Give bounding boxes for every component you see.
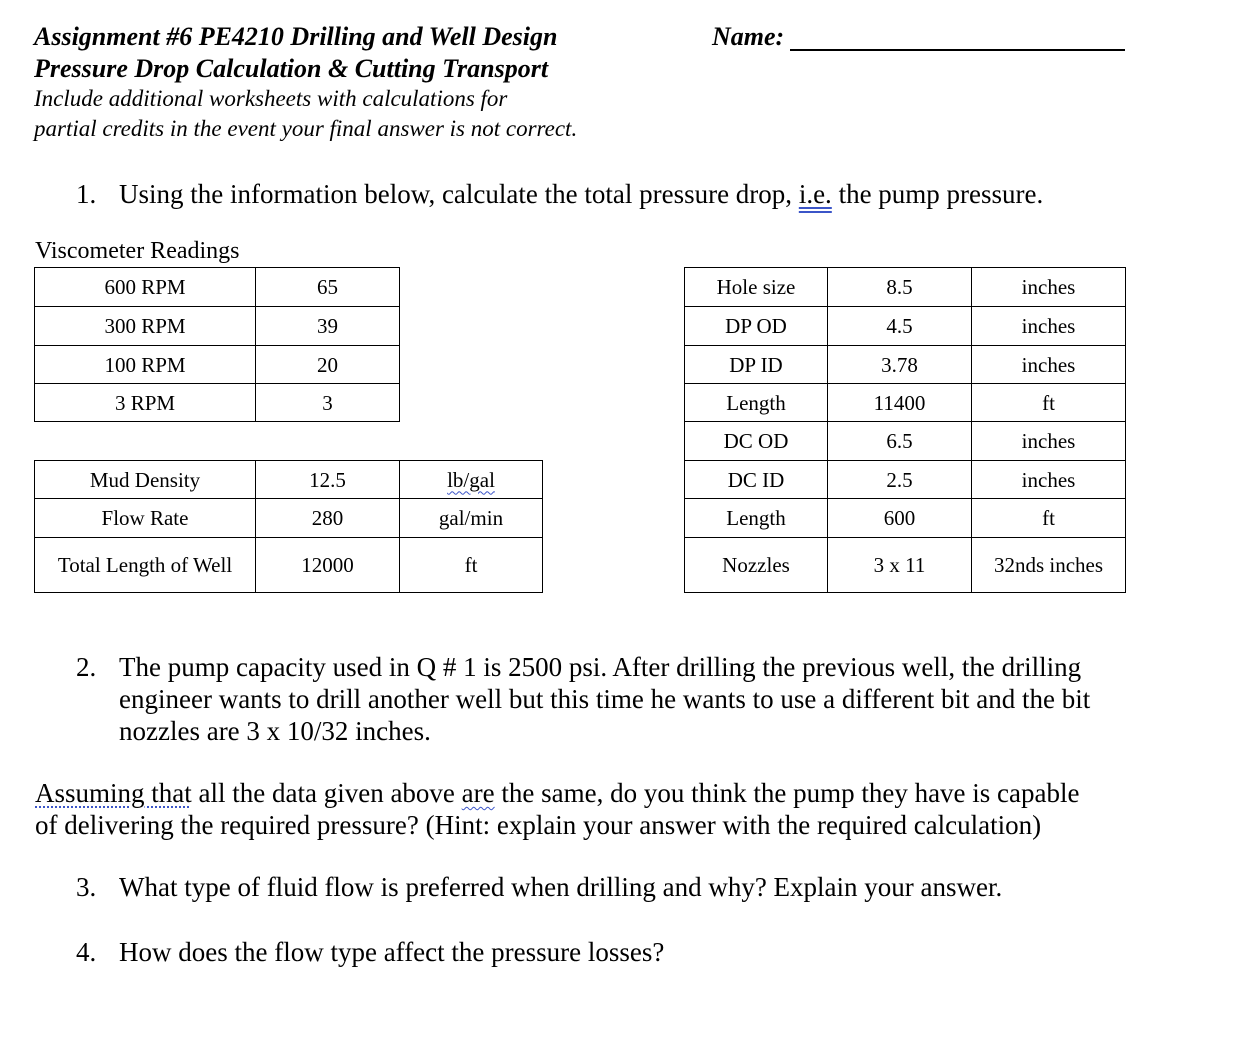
assignment-title: Assignment #6 PE4210 Drilling and Well Design (34, 22, 558, 51)
reading-value: 39 (256, 307, 400, 346)
reading-value: 65 (256, 268, 400, 307)
geometry-value: 4.5 (828, 307, 972, 346)
question-2-line-1: The pump capacity used in Q # 1 is 2500 psi. After drilling the previous well, the drilling (119, 652, 1082, 682)
instructions-line-1: Include additional worksheets with calculations for (34, 86, 508, 111)
table-row (35, 538, 543, 593)
geometry-value: 6.5 (828, 422, 972, 461)
table-row (685, 384, 1126, 422)
name-label: Name: (712, 22, 785, 51)
question-2-number: 2. (76, 652, 97, 682)
table-row (35, 384, 400, 422)
question-2 (0, 651, 1244, 751)
question-1-text: Using the information below, calculate the total pressure drop, i.e. the pump pressure. (119, 179, 1044, 209)
geometry-label: DP ID (685, 346, 828, 384)
geometry-value: 600 (828, 499, 972, 538)
geometry-unit: inches (972, 461, 1126, 499)
property-unit: lb/gal (400, 461, 543, 499)
table-row (685, 422, 1126, 461)
question-4-number: 4. (76, 937, 97, 967)
assignment-subtitle: Pressure Drop Calculation & Cutting Transport (34, 54, 549, 83)
table-row (35, 461, 543, 499)
property-label: Flow Rate (35, 499, 256, 538)
geometry-value: 8.5 (828, 268, 972, 307)
property-unit: gal/min (400, 499, 543, 538)
geometry-label: Length (685, 384, 828, 422)
question-2-line-2: engineer wants to drill another well but this time he wants to use a different bit and the bit (119, 684, 1091, 714)
geometry-label: Length (685, 499, 828, 538)
name-field[interactable] (790, 47, 1125, 51)
property-value: 12000 (256, 538, 400, 593)
property-value: 12.5 (256, 461, 400, 499)
reading-value: 3 (256, 384, 400, 422)
mud-properties-table (34, 460, 543, 593)
viscometer-table (34, 267, 400, 422)
well-geometry-table (684, 267, 1126, 593)
geometry-value: 3.78 (828, 346, 972, 384)
instructions-line-2: partial credits in the event your final answer is not correct. (34, 116, 578, 141)
property-unit: ft (400, 538, 543, 593)
table-row (685, 499, 1126, 538)
geometry-unit: inches (972, 422, 1126, 461)
table-row (35, 268, 400, 307)
question-1-number: 1. (76, 179, 97, 209)
table-row (35, 499, 543, 538)
geometry-label: DP OD (685, 307, 828, 346)
rpm-label: 100 RPM (35, 346, 256, 384)
geometry-unit: ft (972, 384, 1126, 422)
table-row (35, 346, 400, 384)
property-label: Total Length of Well (35, 538, 256, 593)
geometry-unit: inches (972, 307, 1126, 346)
table-row (685, 268, 1126, 307)
geometry-label: Hole size (685, 268, 828, 307)
geometry-label: DC OD (685, 422, 828, 461)
geometry-value: 3 x 11 (828, 538, 972, 593)
question-2-line-3: nozzles are 3 x 10/32 inches. (119, 716, 431, 746)
table-row (685, 346, 1126, 384)
question-3 (0, 871, 1244, 905)
rpm-label: 600 RPM (35, 268, 256, 307)
reading-value: 20 (256, 346, 400, 384)
geometry-label: DC ID (685, 461, 828, 499)
question-4 (0, 936, 1244, 970)
table-row (35, 307, 400, 346)
geometry-label: Nozzles (685, 538, 828, 593)
follow-up-paragraph-line-1: Assuming that all the data given above are the same, do you think the pump they have is capable (35, 778, 1080, 808)
geometry-unit: ft (972, 499, 1126, 538)
rpm-label: 300 RPM (35, 307, 256, 346)
question-3-text: What type of fluid flow is preferred when drilling and why? Explain your answer. (119, 872, 1003, 902)
question-3-number: 3. (76, 872, 97, 902)
table-row (685, 538, 1126, 593)
follow-up-paragraph-line-2: of delivering the required pressure? (Hint: explain your answer with the required calculation) (35, 810, 1042, 840)
geometry-unit: inches (972, 346, 1126, 384)
geometry-value: 2.5 (828, 461, 972, 499)
rpm-label: 3 RPM (35, 384, 256, 422)
geometry-unit: 32nds inches (972, 538, 1126, 593)
property-value: 280 (256, 499, 400, 538)
table-row (685, 307, 1126, 346)
geometry-unit: inches (972, 268, 1126, 307)
table-row (685, 461, 1126, 499)
geometry-value: 11400 (828, 384, 972, 422)
question-1 (0, 178, 1244, 212)
property-label: Mud Density (35, 461, 256, 499)
question-4-text: How does the flow type affect the pressure losses? (119, 937, 665, 967)
viscometer-title: Viscometer Readings (35, 238, 240, 264)
